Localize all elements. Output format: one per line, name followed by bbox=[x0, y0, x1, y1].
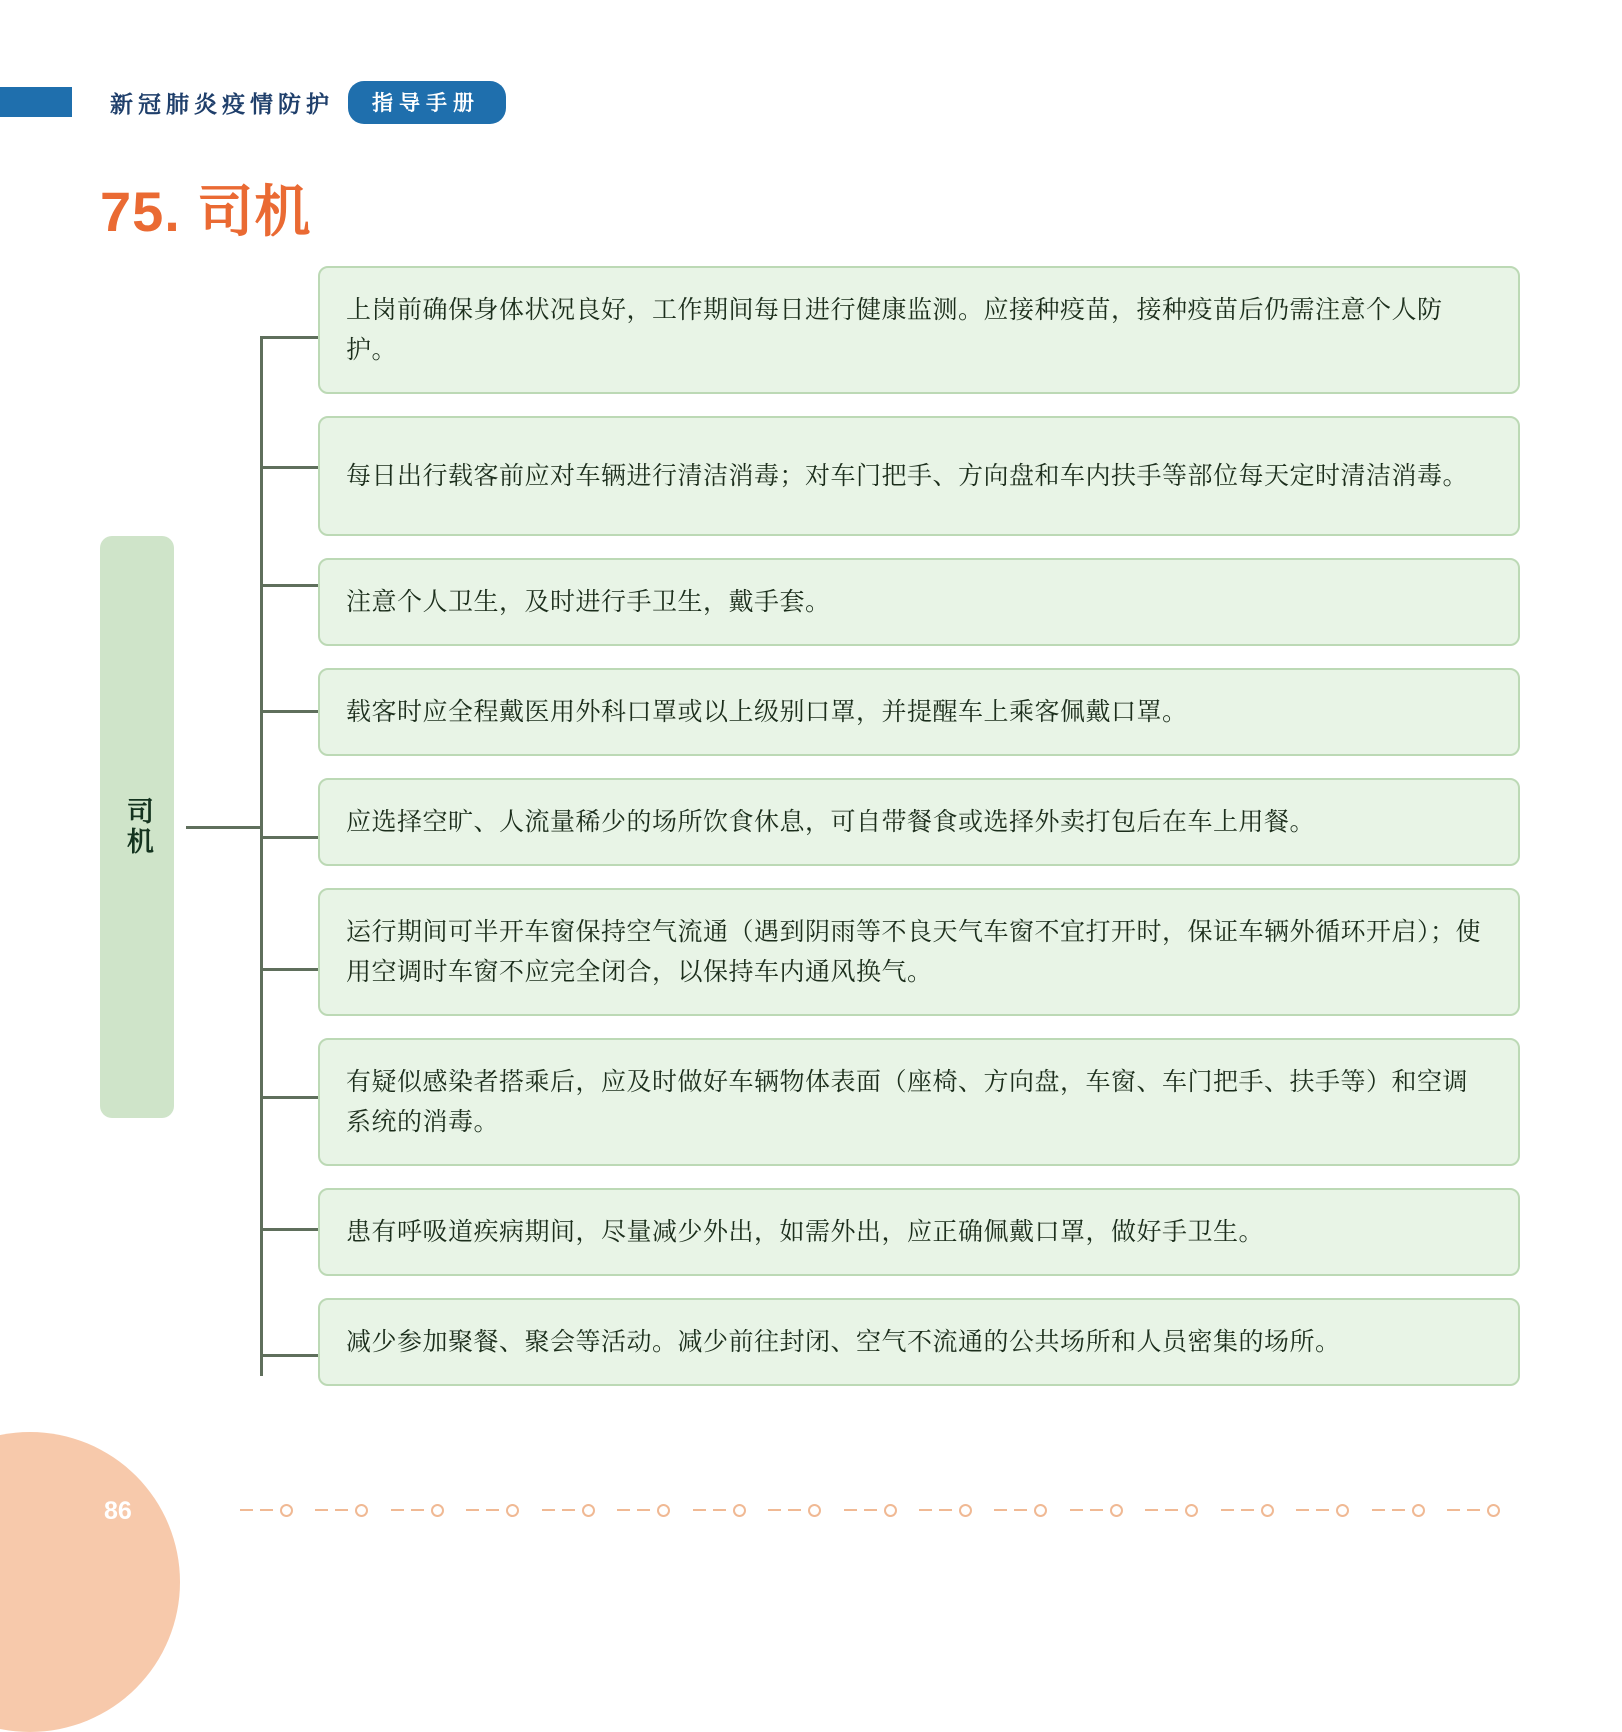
diagram-card: 减少参加聚餐、聚会等活动。减少前往封闭、空气不流通的公共场所和人员密集的场所。 bbox=[318, 1298, 1520, 1386]
footer-dot-group bbox=[315, 1504, 368, 1517]
diagram-card-list bbox=[318, 266, 1520, 1408]
diagram-branch-8 bbox=[261, 1228, 319, 1231]
footer-dot-group bbox=[1145, 1504, 1198, 1517]
page-number: 86 bbox=[104, 1497, 132, 1525]
diagram-card: 有疑似感染者搭乘后，应及时做好车辆物体表面（座椅、方向盘，车窗、车门把手、扶手等）和空调系统的消毒。 bbox=[318, 1038, 1520, 1166]
diagram-branch-9 bbox=[261, 1354, 319, 1357]
diagram-branch-2 bbox=[261, 466, 319, 469]
diagram-branch-1 bbox=[261, 336, 319, 339]
footer-dot-group bbox=[768, 1504, 821, 1517]
diagram-root-stem bbox=[186, 826, 262, 829]
footer-dot-group bbox=[391, 1504, 444, 1517]
diagram-trunk-line bbox=[260, 336, 263, 1376]
diagram-branch-4 bbox=[261, 710, 319, 713]
footer-dot-group bbox=[693, 1504, 746, 1517]
footer-divider bbox=[240, 1502, 1500, 1518]
diagram-card: 上岗前确保身体状况良好，工作期间每日进行健康监测。应接种疫苗，接种疫苗后仍需注意个人防护。 bbox=[318, 266, 1520, 394]
header-accent-bar bbox=[0, 87, 72, 117]
diagram-branch-3 bbox=[261, 584, 319, 587]
footer-dot-group bbox=[1221, 1504, 1274, 1517]
footer-dot-group bbox=[994, 1504, 1047, 1517]
footer-dot-group bbox=[542, 1504, 595, 1517]
footer-dot-group bbox=[1372, 1504, 1425, 1517]
diagram-card: 载客时应全程戴医用外科口罩或以上级别口罩，并提醒车上乘客佩戴口罩。 bbox=[318, 668, 1520, 756]
footer-dot-group bbox=[617, 1504, 670, 1517]
header-title: 新冠肺炎疫情防护 bbox=[110, 90, 334, 117]
footer-dot-group bbox=[1296, 1504, 1349, 1517]
diagram-card: 每日出行载客前应对车辆进行清洁消毒；对车门把手、方向盘和车内扶手等部位每天定时清洁消毒。 bbox=[318, 416, 1520, 536]
footer-dot-group bbox=[1070, 1504, 1123, 1517]
diagram-card: 运行期间可半开车窗保持空气流通（遇到阴雨等不良天气车窗不宜打开时，保证车辆外循环开启）；使用空调时车窗不应完全闭合，以保持车内通风换气。 bbox=[318, 888, 1520, 1016]
footer-dot-group bbox=[919, 1504, 972, 1517]
mindmap-diagram bbox=[100, 266, 1520, 1386]
page-title: 75. 司机 bbox=[100, 180, 312, 243]
diagram-card: 应选择空旷、人流量稀少的场所饮食休息，可自带餐食或选择外卖打包后在车上用餐。 bbox=[318, 778, 1520, 866]
diagram-card: 患有呼吸道疾病期间，尽量减少外出，如需外出，应正确佩戴口罩，做好手卫生。 bbox=[318, 1188, 1520, 1276]
document-header bbox=[0, 84, 1622, 120]
footer-dot-group bbox=[466, 1504, 519, 1517]
diagram-branch-5 bbox=[261, 836, 319, 839]
diagram-branch-7 bbox=[261, 1096, 319, 1099]
footer-dot-group bbox=[1447, 1504, 1500, 1517]
footer-decoration-circle bbox=[0, 1432, 180, 1732]
header-pill-label: 指导手册 bbox=[348, 81, 506, 124]
diagram-root-node bbox=[100, 536, 174, 1118]
diagram-card: 注意个人卫生，及时进行手卫生，戴手套。 bbox=[318, 558, 1520, 646]
footer-dot-group bbox=[240, 1504, 293, 1517]
diagram-branch-6 bbox=[261, 968, 319, 971]
footer-dot-group bbox=[844, 1504, 897, 1517]
diagram-root-label: 司机 bbox=[122, 797, 153, 857]
